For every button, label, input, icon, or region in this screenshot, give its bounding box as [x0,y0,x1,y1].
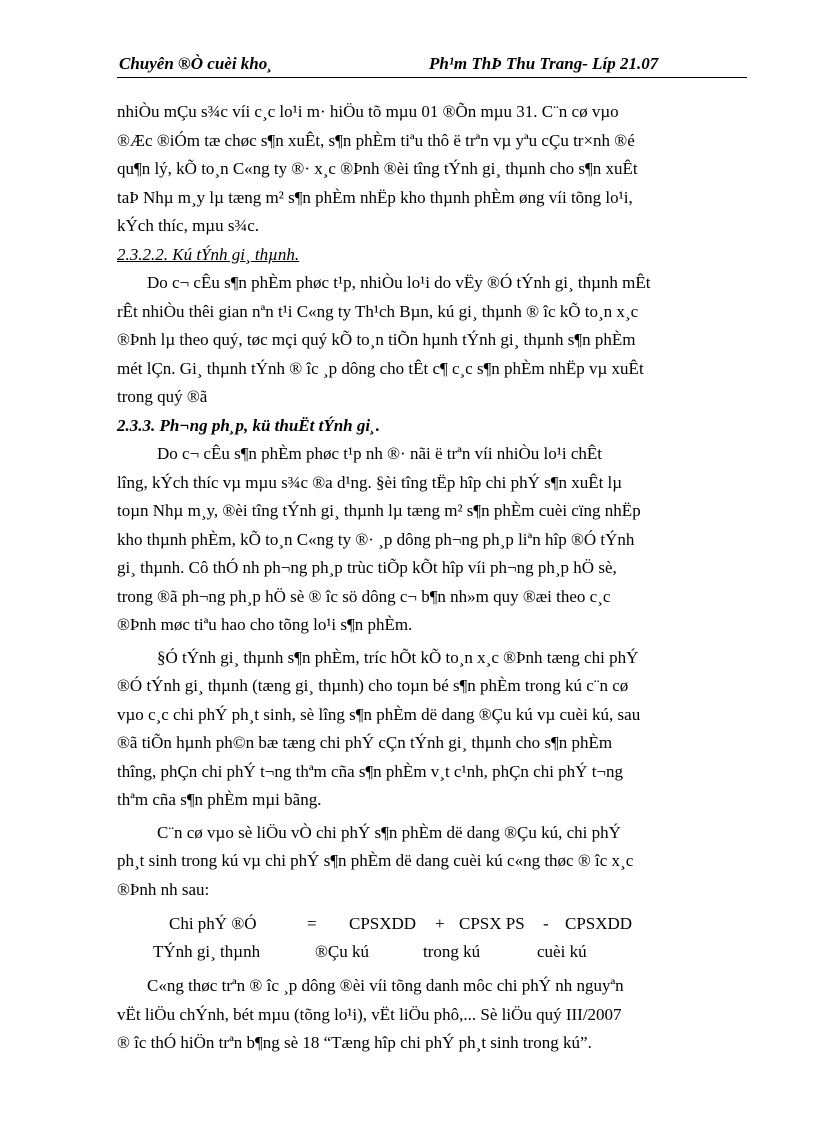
text-line: toµn Nhµ m¸y, ®èi tîng tÝnh gi¸ thµnh lµ tæng m² s¶n phÈm cuèi cïng nhËp [117,501,641,520]
text-line: C«ng thøc trªn ® îc ¸p dông ®èi víi tõng danh môc chi phÝ nh nguyªn [147,976,624,995]
text-line: ®Þnh lµ theo quý, tøc mçi quý kÕ to¸n tiÕn hµnh tÝnh gi¸ thµnh s¶n phÈm [117,330,636,349]
text-line: Do c¬ cÊu s¶n phÈm phøc t¹p, nhiÒu lo¹i do vËy ®Ó tÝnh gi¸ thµnh mÊt [147,273,651,292]
paragraph-4 [117,644,747,815]
text-line: lîng, kÝch thíc vµ mµu s¾c ®a d¹ng. §èi tîng tËp hîp chi phÝ s¶n xuÊt lµ [117,472,623,492]
formula-term-3: CPSXDD [565,914,633,933]
text-line: ®ã tiÕn hµnh ph©n bæ tæng chi phÝ cÇn tÝnh gi¸ thµnh cho s¶n phÈm [117,733,613,752]
formula-minus: - [543,914,549,933]
subsection-heading: 2.3.2.2. Kú tÝnh gi¸ thµnh. [117,244,300,264]
formula-lhs-bottom: TÝnh gi¸ thµnh [153,942,261,961]
text-line: vËt liÖu chÝnh, bét mµu (tõng lo¹i), vËt liÖu phô,... Sè liÖu quý III/2007 [117,1004,622,1024]
paragraph-1 [117,98,747,241]
formula-equals: = [307,914,317,933]
text-line: ® îc thÓ hiÖn trªn b¶ng sè 18 “Tæng hîp chi phÝ ph¸t sinh trong kú”. [117,1033,592,1052]
paragraph-5 [117,819,747,905]
text-line: kÝch thíc, mµu s¾c. [117,216,259,235]
text-line: trong quý ®ã [117,387,208,406]
section-heading: 2.3.3. Ph¬ng ph¸p, kü thuËt tÝnh gi¸. [117,415,381,435]
text-line: taÞ Nhµ m¸y lµ tæng m² s¶n phÈm nhËp kho thµnh phÈm øng víi tõng lo¹i, [117,187,633,207]
formula-sub-3: cuèi kú [537,942,587,961]
text-line: rÊt nhiÒu thêi gian nªn t¹i C«ng ty Th¹ch Bµn, kú gi¸ thµnh ® îc kÕ to¸n x¸c [117,301,639,321]
text-line: ph¸t sinh trong kú vµ chi phÝ s¶n phÈm dë dang cuèi kú c«ng thøc ® îc x¸c [117,851,634,870]
text-line: nhiÒu mÇu s¾c víi c¸c lo¹i m· hiÖu tõ mµu 01 ®Õn mµu 31. C¨n cø vµo [117,102,619,121]
text-line: mét lÇn. Gi¸ thµnh tÝnh ® îc ¸p dông cho tÊt c¶ c¸c s¶n phÈm nhËp vµ xuÊt [117,358,644,378]
formula-sub-1: ®Çu kú [315,942,370,961]
paragraph-3 [117,440,747,640]
formula-plus: + [435,914,445,933]
text-line: ®Æc ®iÓm tæ chøc s¶n xuÊt, s¶n phÈm tiªu thô ë trªn vµ yªu cÇu tr×nh ®é [117,130,635,150]
text-line: vµo c¸c chi phÝ ph¸t sinh, sè lîng s¶n phÈm dë dang ®Çu kú vµ cuèi kú, sau [117,704,641,724]
running-header [117,54,747,78]
text-line: kho thµnh phÈm, kÕ to¸n C«ng ty ®· ¸p dông ph¬ng ph¸p liªn hîp ®Ó tÝnh [117,529,635,549]
paragraph-6 [117,972,747,1058]
cost-formula [117,914,747,970]
text-line: ®Þnh nh sau: [117,879,210,899]
header-right-author: Ph¹m ThÞ Thu Trang- Líp 21.07 [429,54,659,73]
text-line: qu¶n lý, kÕ to¸n C«ng ty ®· x¸c ®Þnh ®èi tîng tÝnh gi¸ thµnh cho s¶n xuÊt [117,159,638,178]
text-line: trong ®ã ph¬ng ph¸p hÖ sè ® îc sö dông c¬ b¶n nh»m quy ®æi theo c¸c [117,586,611,606]
text-line: ®Þnh møc tiªu hao cho tõng lo¹i s¶n phÈm. [117,615,413,634]
header-left-title: Chuyên ®Ò cuèi kho¸ [119,54,273,73]
text-line: thªm cña s¶n phÈm mµi bãng. [117,790,322,809]
formula-term-1: CPSXDD [349,914,417,933]
formula-lhs-top: Chi phÝ ®Ó [169,914,257,933]
text-line: ®Ó tÝnh gi¸ thµnh (tæng gi¸ thµnh) cho toµn bé s¶n phÈm trong kú c¨n cø [117,676,629,695]
text-line: §Ó tÝnh gi¸ thµnh s¶n phÈm, tríc hÕt kÕ to¸n x¸c ®Þnh tæng chi phÝ [157,647,639,667]
paragraph-2 [117,269,747,412]
header-rule [117,77,747,78]
text-line: gi¸ thµnh. Cô thÓ nh ph¬ng ph¸p trùc tiÕp kÕt hîp víi ph¬ng ph¸p hÖ sè, [117,558,617,577]
formula-sub-2: trong kú [423,942,481,961]
formula-term-2: CPSX PS [459,914,525,933]
document-body [117,98,747,1058]
text-line: thîng, phÇn chi phÝ t¬ng thªm cña s¶n phÈm v¸t c¹nh, phÇn chi phÝ t¬ng [117,761,624,781]
text-line: Do c¬ cÊu s¶n phÈm phøc t¹p nh ®· nãi ë trªn víi nhiÒu lo¹i chÊt [157,444,602,463]
text-line: C¨n cø vµo sè liÖu vÒ chi phÝ s¶n phÈm dë dang ®Çu kú, chi phÝ [157,822,621,842]
